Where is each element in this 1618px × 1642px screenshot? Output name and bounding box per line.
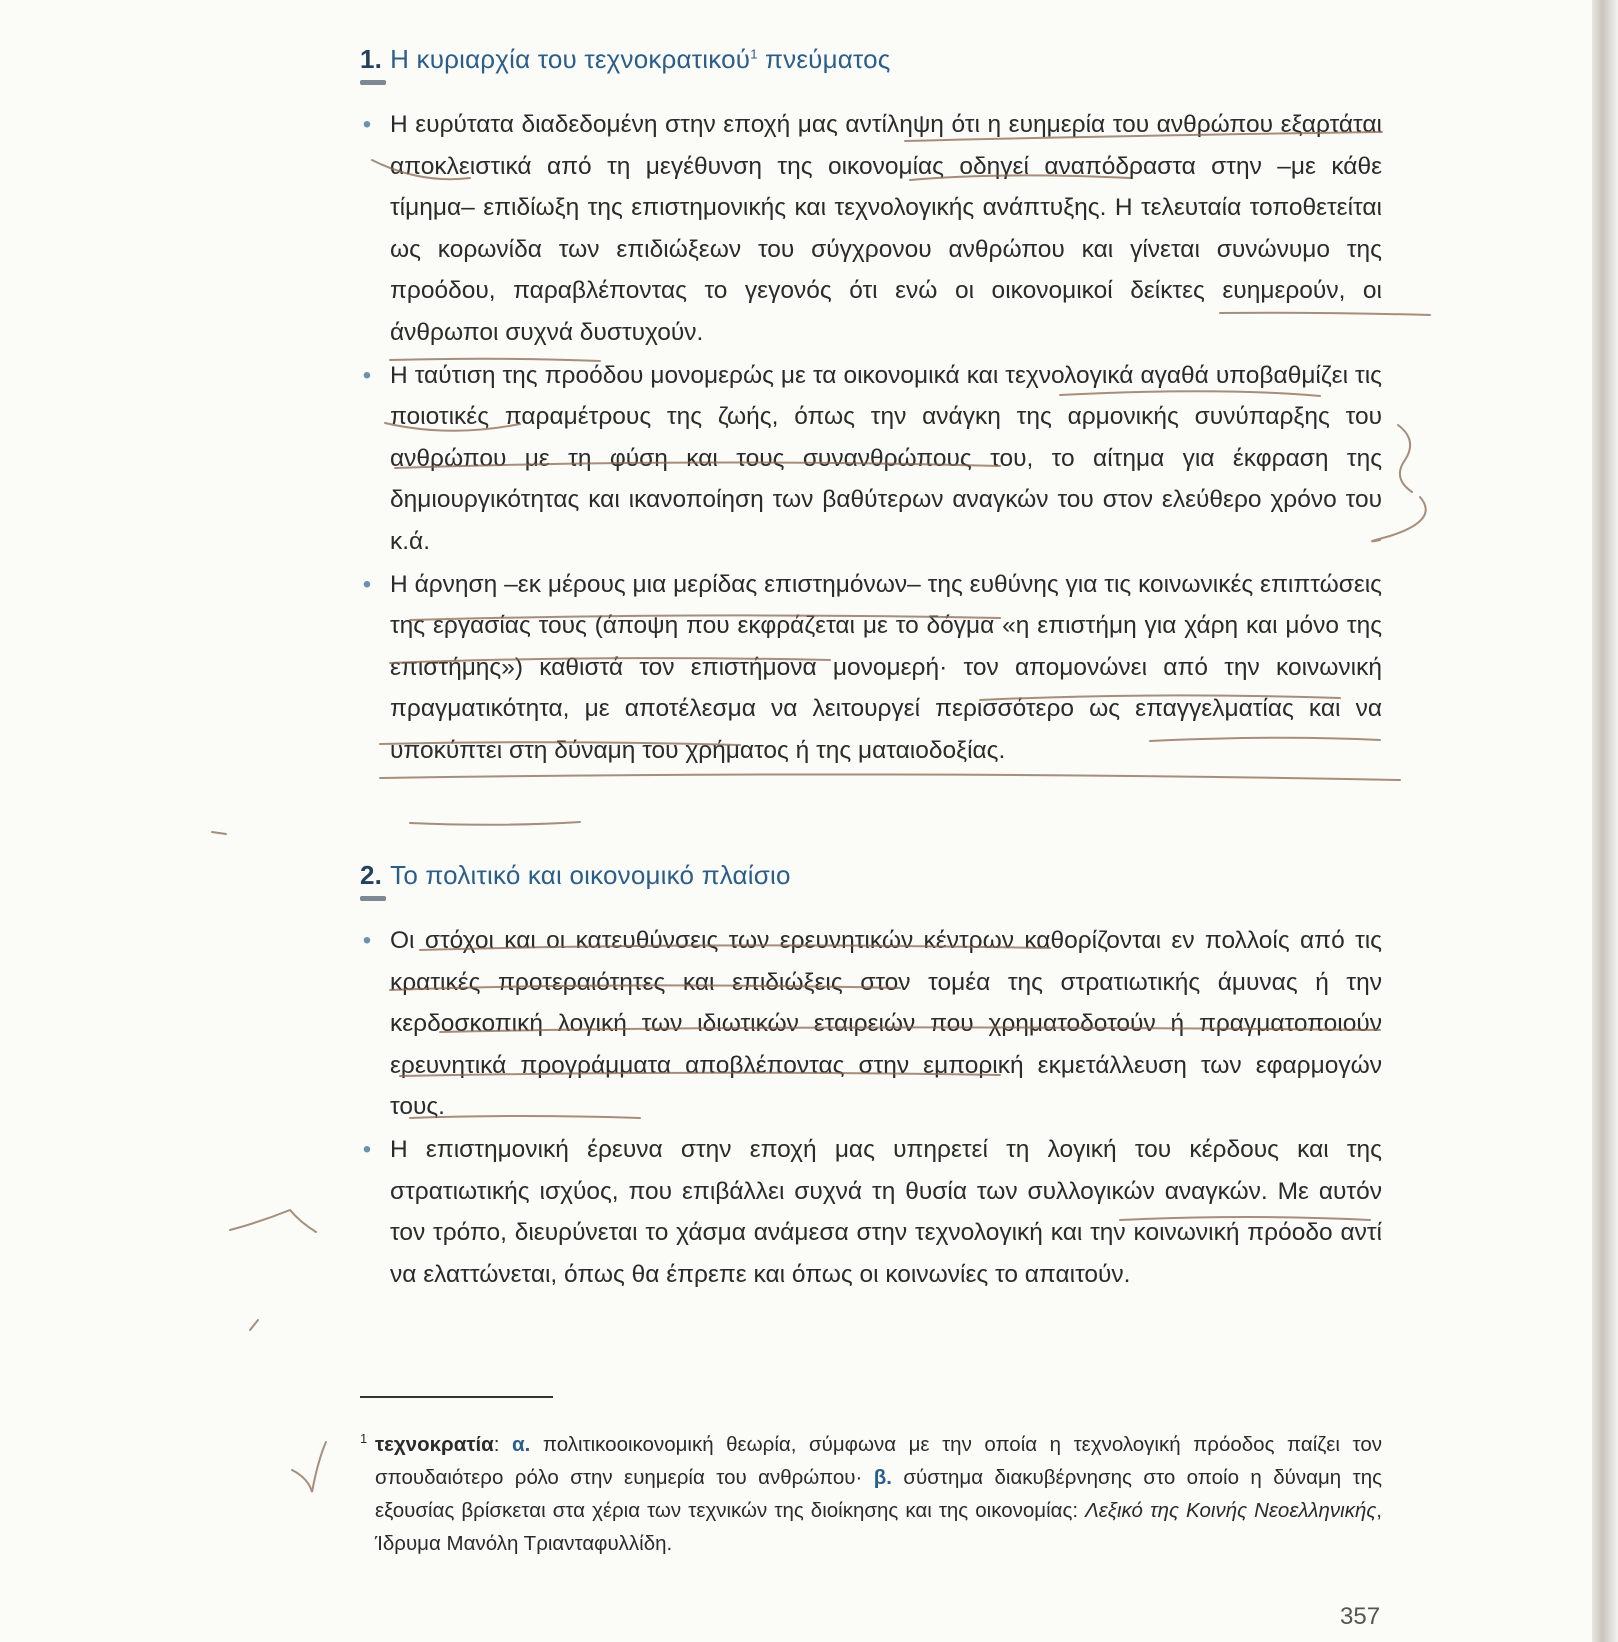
footnote-source-rest: , Ίδρυμα Μανόλη Τριανταφυλλίδη. [375,1499,1382,1555]
footnote-text-b: σύστημα διακυβέρνησης στο οποίο η δύναμη της εξουσίας βρίσκεται στα χέρια των τεχνικών της διοίκησης και της οικονομίας: [375,1466,1382,1522]
footnote-mark-b: β. [873,1466,892,1489]
heading-underline-mark [360,896,386,901]
section-2-bullet-list [360,920,1382,1296]
section-2-number: 2. [360,860,383,890]
page-edge-shadow [1592,0,1618,1642]
footnote-mark-a: α. [512,1433,531,1456]
bullet-icon: • [362,570,372,598]
list-item-text: Η επιστημονική έρευνα στην εποχή μας υπηρετεί τη λογική του κέρδους και της στρατιωτικής ισχύος, που επιβάλλει συχνά τη θυσία των συλλογικών αναγκών. Με αυτόν τον τρόπο, διευρύνεται το χάσμα ανάμεσα στην τεχνολογική και την κοινωνική πρόοδο αντί να ελαττώνεται, όπως θα έπρεπε και όπως οι κοινωνίες το απαιτούν. [390,1135,1382,1288]
list-item [360,920,1382,1128]
pen-margin-mark [230,1210,316,1232]
section-2-title: Το πολιτικό και οικονομικό πλαίσιο [390,860,791,890]
bullet-icon: • [362,361,372,389]
pen-underline [410,822,580,825]
footnote-number: 1 [360,1431,368,1446]
section-1-heading [360,44,891,75]
list-item-text: Η ταύτιση της προόδου μονομερώς με τα οικονομικά και τεχνολογικά αγαθά υποβαθμίζει τις ποιοτικές παραμέτρους της ζωής, όπως την ανάγκη της αρμονικής συνύπαρξης του ανθρώπου με τη φύση και τους συνανθρώπους του, το αίτημα για έκφραση της δημιουργικότητας και ικανοποίηση των βαθύτερων αναγκών του στον ελεύθερο χρόνο του κ.ά. [390,361,1382,555]
pen-margin-bracket [1398,425,1412,492]
section-1-title-rest: πνεύματος [757,44,891,74]
footnote-term: τεχνοκρατία [375,1433,494,1456]
section-2-heading [360,860,791,891]
section-1-number: 1. [360,44,383,74]
footnote-body [360,1428,1382,1560]
pen-underline [380,774,1400,780]
bullet-icon: • [362,1135,372,1163]
pen-margin-mark [212,832,226,834]
footnote-source-title: Λεξικό της Κοινής Νεοελληνικής [1085,1499,1377,1522]
list-item [360,104,1382,354]
list-item-text: Οι στόχοι και οι κατευθύνσεις των ερευνητικών κέντρων καθορίζονται εν πολλοίς από τις κρατικές προτεραιότητες και επιδιώξεις στον τομέα της στρατιωτικής άμυνας ή την κερδοσκοπική λογική των ιδιωτικών εταιρειών που χρηματοδοτούν ή πραγματοποιούν ερευνητικά προγράμματα αποβλέποντας στην εμπορική εκμετάλλευση των εφαρμογών τους. [390,927,1382,1121]
footnote-text-a: πολιτικοοικονομική θεωρία, σύμφωνα με την οποία η τεχνολογική πρόοδος παίζει τον σπουδαιότερο ρόλο στην ευημερία του ανθρώπου· [375,1433,1382,1489]
footnote [360,1428,1382,1560]
heading-underline-mark [360,80,386,85]
list-item [360,1129,1382,1295]
list-item [360,564,1382,772]
section-1-bullet-list [360,104,1382,773]
list-item-text: Η άρνηση –εκ μέρους μια μερίδας επιστημόνων– της ευθύνης για τις κοινωνικές επιπτώσεις της εργασίας τους (άποψη που εκφράζεται με το δόγμα «η επιστήμη για χάρη και μόνο της επιστήμης») καθιστά τον επιστήμονα μονομερή· τον απομονώνει από την κοινωνική πραγματικότητα, με αποτέλεσμα να λειτουργεί περισσότερο ως επαγγελματίας και να υποκύπτει στη δύναμη του χρήματος ή της ματαιοδοξίας. [390,570,1382,764]
footnote-colon: : [493,1433,513,1456]
footnote-reference: 1 [750,46,758,62]
bullet-icon: • [362,927,372,954]
section-1-title: Η κυριαρχία του τεχνοκρατικού [390,44,751,74]
pen-checkmark [292,1442,326,1492]
list-item-text: Η ευρύτατα διαδεδομένη στην εποχή μας αντίληψη ότι η ευημερία του ανθρώπου εξαρτάται αποκλειστικά από τη μεγέθυνση της οικονομίας οδηγεί αναπόδραστα στην –με κάθε τίμημα– επιδίωξη της επιστημονικής και τεχνολογικής ανάπτυξης. Η τελευταία τοποθετείται ως κορωνίδα των επιδιώξεων του σύγχρονου ανθρώπου και γίνεται συνώνυμο της προόδου, παραβλέποντας το γεγονός ότι ενώ οι οικονομικοί δείκτες ευημερούν, οι άνθρωποι συχνά δυστυχούν. [390,111,1382,346]
list-item [360,355,1382,563]
bullet-icon: • [362,111,372,138]
pen-margin-mark [250,1320,258,1330]
page-number: 357 [1340,1603,1381,1630]
footnote-divider [360,1396,553,1398]
